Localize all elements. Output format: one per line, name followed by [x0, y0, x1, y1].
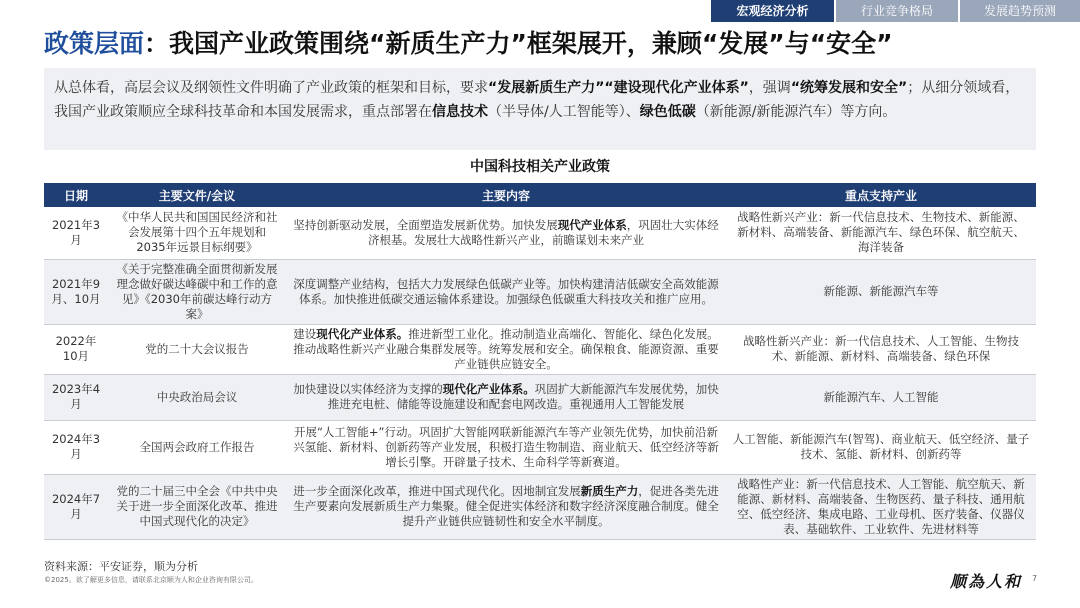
content-text: 建设	[293, 326, 317, 341]
content-text: 深度调整产业结构，包括大力发展绿色低碳产业等。加快构建清洁低碳安全高效能源体系。加快推进低碳交通运输体系建设。加强绿色低碳重大科技攻关和推广应用。	[293, 276, 719, 306]
top-navigation	[709, 0, 1080, 22]
cell-date: 2021年9月、10月	[44, 259, 108, 324]
table-row	[44, 324, 1036, 374]
cell-content	[286, 474, 726, 539]
cell-industries: 战略性新兴产业：新一代信息技术、生物技术、新能源、新材料、高端装备、新能源汽车、绿色环保、航空航天、海洋装备	[726, 207, 1036, 259]
cell-date: 2021年3月	[44, 207, 108, 259]
cell-document: 《中华人民共和国国民经济和社会发展第十四个五年规划和2035年远景目标纲要》	[108, 207, 286, 259]
content-text: 进一步全面深化改革，推进中国式现代化。因地制宜发展	[293, 484, 581, 498]
content-emphasis: 现代化产业体系。	[316, 326, 409, 341]
content-emphasis: 现代产业体系	[557, 217, 627, 232]
policy-table	[44, 183, 1036, 540]
summary-text: ；从细分领域看，我国产业政策顺应全球科技革命和本国发展需求，重点部署在	[54, 80, 1020, 120]
cell-industries: 战略性产业：新一代信息技术、人工智能、航空航天、新能源、新材料、高端装备、生物医药、量子科技、通用航空、低空经济、集成电路、工业母机、医疗装备、仪器仪表、基础软件、工业软件、先进材料等	[726, 474, 1036, 539]
cell-date: 2022年10月	[44, 324, 108, 374]
cell-industries: 人工智能、新能源汽车(智驾)、商业航天、低空经济、量子技术、氢能、新材料、创新药等	[726, 420, 1036, 474]
table-header-row	[44, 183, 1036, 207]
cell-industries: 新能源汽车、人工智能	[726, 374, 1036, 420]
cell-content	[286, 259, 726, 324]
tab-development-trend[interactable]: 发展趋势预测	[960, 0, 1080, 22]
table-row	[44, 420, 1036, 474]
header-content: 主要内容	[286, 183, 726, 207]
summary-emphasis: 信息技术	[432, 104, 488, 120]
content-text: 坚持创新驱动发展，全面塑造发展新优势。加快发展	[293, 217, 558, 232]
cell-content	[286, 420, 726, 474]
cell-industries: 战略性新兴产业：新一代信息技术、人工智能、生物技术、新能源、新材料、高端装备、绿色环保	[726, 324, 1036, 374]
copyright-note: ©2025。欲了解更多信息，请联系北京顺为人和企业咨询有限公司。	[44, 576, 258, 584]
cell-industries: 新能源、新能源汽车等	[726, 259, 1036, 324]
summary-text: （半导体/人工智能等）、	[488, 104, 640, 120]
cell-content	[286, 207, 726, 259]
cell-date: 2023年4月	[44, 374, 108, 420]
page-title	[44, 24, 893, 60]
cell-document: 全国两会政府工作报告	[108, 420, 286, 474]
summary-text: ，强调	[748, 80, 791, 96]
content-emphasis: 现代化产业体系。	[442, 382, 535, 396]
header-industries: 重点支持产业	[726, 183, 1036, 207]
company-logo: 顺為人和	[950, 572, 1023, 591]
tab-macro-economy[interactable]: 宏观经济分析	[711, 0, 834, 22]
source-note: 资料来源：平安证券，顺为分析	[44, 560, 198, 573]
cell-content	[286, 374, 726, 420]
content-text: ，巩固壮大实体经济根基。发展壮大战略性新兴产业，前瞻谋划未来产业	[368, 217, 719, 247]
page-title-highlight: 政策层面	[44, 29, 145, 58]
content-text: 巩固扩大新能源汽车发展优势，加快推进充电桩、储能等设施建设和配套电网改造。重视通用人工智能发展	[327, 382, 719, 411]
page-number: 7	[1032, 574, 1038, 583]
summary-emphasis: “发展新质生产力”“建设现代化产业体系”	[488, 80, 749, 96]
table-title: 中国科技相关产业政策	[470, 159, 610, 175]
cell-document: 《关于完整准确全面贯彻新发展理念做好碳达峰碳中和工作的意见》《2030年前碳达峰行动方案》	[108, 259, 286, 324]
cell-date: 2024年7月	[44, 474, 108, 539]
table-row	[44, 374, 1036, 420]
table-row	[44, 259, 1036, 324]
cell-document: 中央政治局会议	[108, 374, 286, 420]
header-date: 日期	[44, 183, 108, 207]
cell-document: 党的二十届三中全会《中共中央关于进一步全面深化改革、推进中国式现代化的决定》	[108, 474, 286, 539]
summary-text: 从总体看，高层会议及纲领性文件明确了产业政策的框架和目标，要求	[54, 80, 488, 96]
summary-text: （新能源/新能源汽车）等方向。	[695, 104, 897, 120]
content-text: 加快建设以实体经济为支撑的	[293, 382, 443, 396]
content-text: 推进新型工业化。推动制造业高端化、智能化、绿色化发展。推动战略性新兴产业融合集群发展等。统筹发展和安全。确保粮食、能源资源、重要产业链供应链安全。	[293, 326, 719, 371]
summary-emphasis: “统筹发展和安全”	[790, 80, 908, 96]
tab-industry-competition[interactable]: 行业竞争格局	[836, 0, 958, 22]
header-document: 主要文件/会议	[108, 183, 286, 207]
cell-document: 党的二十大会议报告	[108, 324, 286, 374]
table-row	[44, 474, 1036, 539]
content-text: 开展“人工智能+”行动。巩固扩大智能网联新能源汽车等产业领先优势，加快前沿新兴氢能、新材料、创新药等产业发展，积极打造生物制造、商业航天、低空经济等新增长引擎。开辟量子技术、生命科学等新赛道。	[293, 424, 719, 469]
cell-date: 2024年3月	[44, 420, 108, 474]
cell-content	[286, 324, 726, 374]
content-emphasis: 新质生产力	[580, 484, 639, 498]
table-row	[44, 207, 1036, 259]
summary-emphasis: 绿色低碳	[639, 104, 696, 120]
summary-box	[44, 68, 1036, 150]
content-text: ，促进各类先进生产要素向发展新质生产力集聚。健全促进实体经济和数字经济深度融合制度。健全提升产业链供应链韧性和安全水平制度。	[293, 484, 719, 528]
page-title-rest: ：我国产业政策围绕“新质生产力”框架展开，兼顾“发展”与“安全”	[144, 29, 893, 58]
